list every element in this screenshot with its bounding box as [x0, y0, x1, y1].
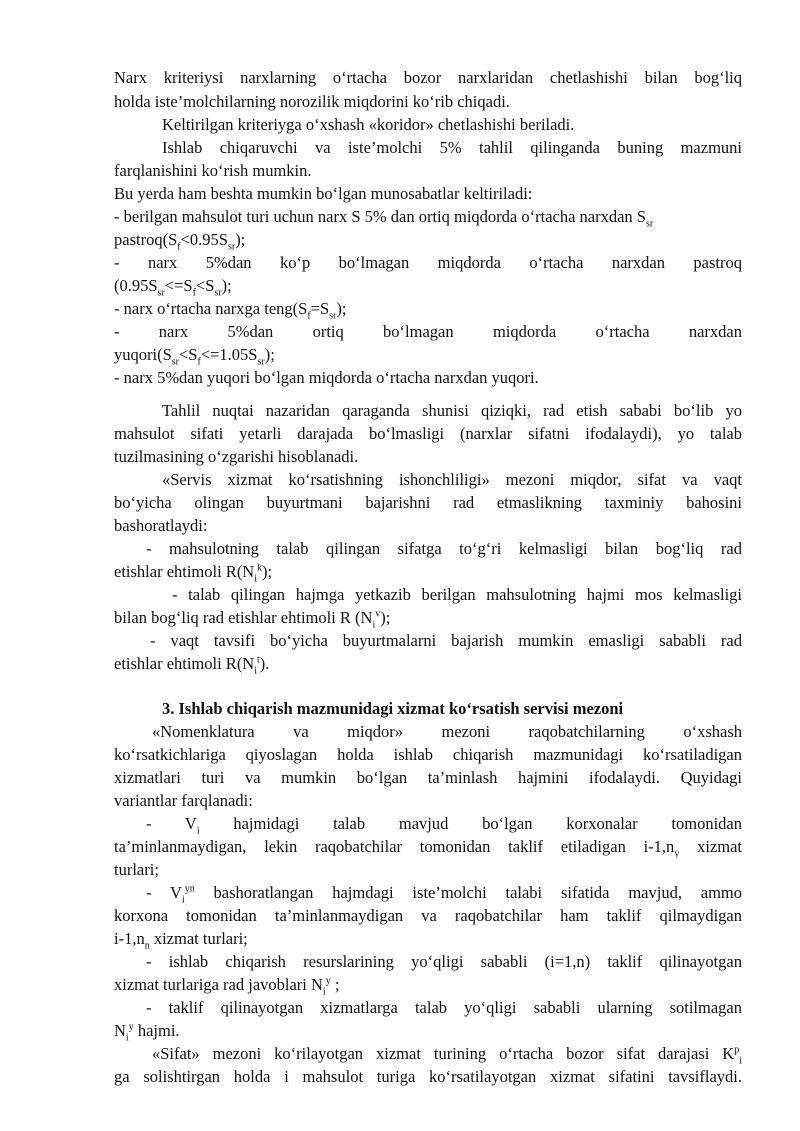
text-line: $N_i^y$ hajmi.	[114, 1021, 180, 1044]
text-line: bilan bog‘liq rad etishlar ehtimoli R $(N_i^v)$;	[114, 608, 391, 631]
text-line: $yuqori(S_{sr}<S_f<=1.05S_{sr})$;	[114, 345, 275, 368]
section-heading: 3. Ishlab chiqarish mazmunidagi xizmat ko‘rsatish servisi mezoni	[162, 699, 624, 718]
text-line: xizmat turlariga rad javoblari $N_i^y$ ;	[114, 975, 340, 998]
text-line: turlari;	[114, 860, 159, 879]
text-line: - taklif qilinayotgan xizmatlarga talab yo‘qligi sababli ularning sotilmagan	[146, 998, 742, 1017]
text-line: Tahlil nuqtai nazaridan qaraganda shunisi qiziqki, rad etish sababi bo‘lib yo	[162, 401, 742, 420]
text-line: - $V_i^{yn}$ bashoratlangan hajmdagi iste’molchi talabi sifatida mavjud, ammo	[146, 883, 742, 904]
text-line: bashoratlaydi:	[114, 516, 208, 535]
text-line: ko‘rsatkichlariga qiyoslagan holda ishlab chiqarish mazmunidagi ko‘rsatiladigan	[114, 745, 742, 764]
text-line: korxona tomonidan ta’minlanmaydigan va raqobatchilar ham taklif qilmaydigan	[114, 906, 742, 925]
text-line: tuzilmasining o‘zgarishi hisoblanadi.	[114, 447, 359, 466]
text-line: - narx 5%dan ortiq bo‘lmagan miqdorda o‘rtacha narxdan	[114, 322, 742, 341]
text-line: - berilgan mahsulot turi uchun narx S 5% dan ortiq miqdorda o‘rtacha narxdan $S_{sr}$	[114, 207, 654, 230]
text-line: - narx 5%dan yuqori bo‘lgan miqdorda o‘rtacha narxdan yuqori.	[114, 368, 539, 387]
text-line: Narx kriteriysi narxlarning o‘rtacha bozor narxlaridan chetlashishi bilan bog‘liq	[114, 68, 742, 87]
text-line: - $V_i$ hajmidagi talab mavjud bo‘lgan korxonalar tomonidan	[146, 814, 742, 835]
text-line: holda iste’molchilarning norozilik miqdorini ko‘rib chiqadi.	[114, 92, 510, 111]
text-line: Bu yerda ham beshta mumkin bo‘lgan munosabatlar keltiriladi:	[114, 184, 533, 203]
text-line: «Sifat» mezoni ko‘rilayotgan xizmat turining o‘rtacha bozor sifat darajasi $K^p_i$	[152, 1044, 742, 1065]
text-line: etishlar ehtimoli $R(N_i^k)$;	[114, 562, 273, 585]
text-line: - mahsulotning talab qilingan sifatga to‘g‘ri kelmasligi bilan bog‘liq rad	[146, 539, 742, 558]
text-line: - talab qilingan hajmga yetkazib berilgan mahsulotning hajmi mos kelmasligi	[172, 585, 742, 604]
text-line: «Servis xizmat ko‘rsatishning ishonchliligi» mezoni miqdor, sifat va vaqt	[162, 470, 742, 489]
text-line: $pastroq(S_f<0.95S_{sr})$;	[114, 230, 246, 253]
text-line: ta’minlanmaydigan, lekin raqobatchilar tomonidan taklif etiladigan $i-1,n_y$ xizmat	[114, 837, 742, 858]
text-line: $(0.95S_{sr}<=S_f<S_{sr})$;	[114, 276, 232, 299]
text-line: ga solishtirgan holda i mahsulot turiga ko‘rsatilayotgan xizmat sifatini tavsiflaydi.	[114, 1067, 742, 1086]
text-line: Ishlab chiqaruvchi va iste’molchi 5% tahlil qilinganda buning mazmuni	[162, 138, 742, 157]
text-line: - narx 5%dan ko‘p bo‘lmagan miqdorda o‘rtacha narxdan pastroq	[114, 253, 742, 272]
text-line: variantlar farqlanadi:	[114, 791, 253, 810]
text-line: farqlanishini ko‘rish mumkin.	[114, 161, 312, 180]
text-line: bo‘yicha olingan buyurtmani bajarishni rad etmaslikning taxminiy bahosini	[114, 493, 742, 512]
text-line: - ishlab chiqarish resurslarining yo‘qligi sababli (i=1,n) taklif qilinayotgan	[146, 952, 742, 971]
text-line: $i-1,n_n$ xizmat turlari;	[114, 929, 248, 952]
text-line: «Nomenklatura va miqdor» mezoni raqobatchilarning o‘xshash	[152, 722, 742, 741]
text-line: - vaqt tavsifi bo‘yicha buyurtmalarni bajarish mumkin emasligi sababli rad	[150, 631, 742, 650]
text-line: - narx o‘rtacha narxga $teng(S_f=S_{sr})$;	[114, 299, 347, 322]
text-line: Keltirilgan kriteriyga o‘xshash «koridor» chetlashishi beriladi.	[162, 115, 575, 134]
text-line: etishlar ehtimoli $R(N_i^t)$.	[114, 654, 270, 677]
text-line: mahsulot sifati yetarli darajada bo‘lmasligi (narxlar sifatni ifodalaydi), yo talab	[114, 424, 742, 443]
text-line: xizmatlari turi va mumkin bo‘lgan ta’minlash hajmini ifodalaydi. Quyidagi	[114, 768, 742, 787]
